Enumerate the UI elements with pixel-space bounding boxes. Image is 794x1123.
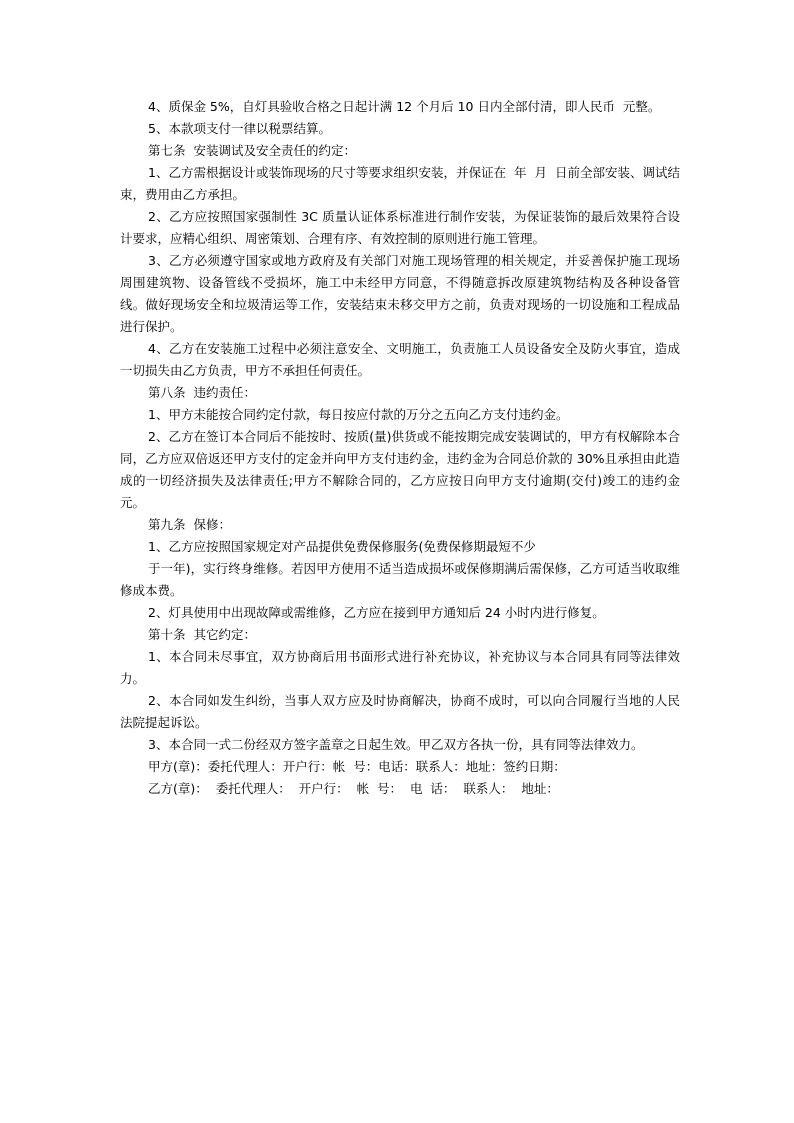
clause-6-item-5: 5、本款项支付一律以税票结算。 xyxy=(148,121,331,136)
clause-7-item-3: 3、乙方必须遵守国家或地方政府及有关部门对施工现场管理的相关规定，并妥善保护施工现场周围建筑物、设备管线不受损坏，施工中未经甲方同意，不得随意拆改原建筑物结构及各种设备管线。做好现场安全和垃圾清运等工作，安装结束未移交甲方之前，负责对现场的一切设施和工程成品进行保护。 xyxy=(120,253,680,334)
clause-10-heading: 第十条 其它约定： xyxy=(148,627,256,642)
clause-9-item-1: 1、乙方应按照国家规定对产品提供免费保修服务(免费保修期最短不少 xyxy=(148,539,536,554)
clause-10-item-1: 1、本合同未尽事宜，双方协商后用书面形式进行补充协议，补充协议与本合同具有同等法律效力。 xyxy=(120,649,680,686)
clause-8-item-1: 1、甲方未能按合同约定付款，每日按应付款的万分之五向乙方支付违约金。 xyxy=(148,407,569,422)
contract-body xyxy=(120,96,688,800)
clause-7-heading: 第七条 安装调试及安全责任的约定： xyxy=(148,143,356,158)
clause-7-item-1: 1、乙方需根据设计或装饰现场的尺寸等要求组织安装，并保证在 年 月 日前全部安装、调试结束，费用由乙方承担。 xyxy=(120,165,680,202)
clause-8-item-2: 2、乙方在签订本合同后不能按时、按质(量)供货或不能按期完成安装调试的，甲方有权解除本合同，乙方应双倍返还甲方支付的定金并向甲方支付违约金，违约金为合同总价款的 30%且承担由此造成的一切经济损失及法律责任;甲方不解除合同的，乙方应按日向甲方支付逾期(交付)竣工的违约金 元。 xyxy=(120,429,688,510)
clause-6-item-4: 4、质保金 5%，自灯具验收合格之日起计满 12 个月后 10 日内全部付清，即人民币 元整。 xyxy=(148,99,661,114)
party-a-signature-line: 甲方(章)：委托代理人：开户行：帐 号：电话：联系人：地址：签约日期： xyxy=(148,759,566,774)
clause-8-heading: 第八条 违约责任： xyxy=(148,385,256,400)
clause-9-heading: 第九条 保修： xyxy=(148,517,231,532)
clause-10-item-3: 3、本合同一式二份经双方签字盖章之日起生效。甲乙双方各执一份，具有同等法律效力。 xyxy=(148,737,644,752)
clause-9-item-1-continued: 于一年)，实行终身维修。若因甲方使用不适当造成损坏或保修期满后需保修，乙方可适当收取维修成本费。 xyxy=(120,561,680,598)
clause-9-item-2: 2、灯具使用中出现故障或需维修，乙方应在接到甲方通知后 24 小时内进行修复。 xyxy=(148,605,605,620)
party-b-signature-line: 乙方(章)： 委托代理人： 开户行： 帐 号： 电 话： 联系人： 地址： xyxy=(148,781,559,796)
clause-10-item-2: 2、本合同如发生纠纷，当事人双方应及时协商解决，协商不成时，可以向合同履行当地的人民法院提起诉讼。 xyxy=(120,693,680,730)
clause-7-item-2: 2、乙方应按照国家强制性 3C 质量认证体系标准进行制作安装，为保证装饰的最后效果符合设计要求，应精心组织、周密策划、合理有序、有效控制的原则进行施工管理。 xyxy=(120,209,680,246)
clause-7-item-4: 4、乙方在安装施工过程中必须注意安全、文明施工，负责施工人员设备安全及防火事宜，造成一切损失由乙方负责，甲方不承担任何责任。 xyxy=(120,341,680,378)
